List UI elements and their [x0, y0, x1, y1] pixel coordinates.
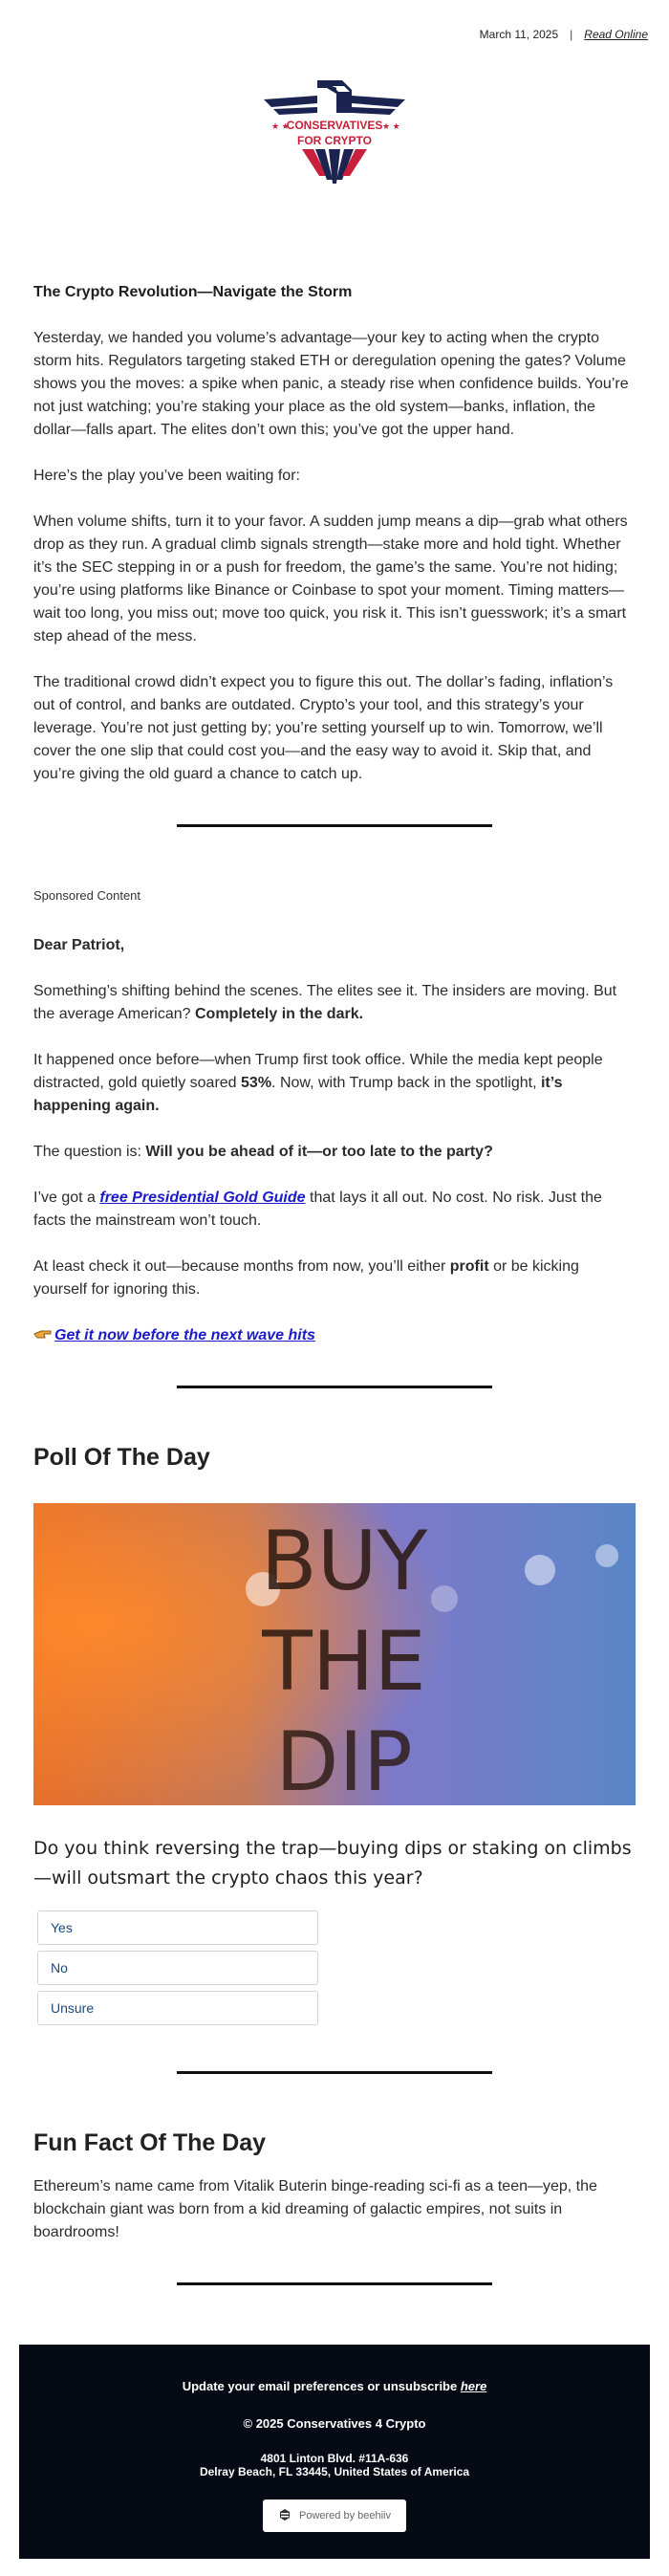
logo-line1: CONSERVATIVES	[286, 119, 383, 132]
address-line-1: 4801 Linton Blvd. #11A-636	[260, 2452, 409, 2465]
section-divider	[177, 1386, 492, 1388]
intro-paragraph-4: The traditional crowd didn’t expect you to figure this out. The dollar’s fading, inflation’s out of control, and banks are outdated. Crypto’s your tool, and this strategy’s your leverage. You’re not just getting by; you’re setting yourself up to win. Tomorrow, we’ll cover the one slip that could cost you—and the easy way to avoid it. Skip that, and you’re giving the old guard a chance to catch up.	[33, 674, 614, 782]
image-text-buy: BUY	[260, 1514, 428, 1609]
greeting: Dear Patriot,	[33, 937, 125, 953]
poll-option-no[interactable]: No	[37, 1951, 318, 1985]
poll-option-unsure[interactable]: Unsure	[37, 1991, 318, 2025]
image-text-the: THE	[262, 1614, 426, 1710]
read-online-link[interactable]: Read Online	[584, 28, 648, 41]
svg-text:★ ★: ★ ★	[382, 121, 400, 131]
pointing-hand-icon	[33, 1324, 54, 1347]
logo-line2: FOR CRYPTO	[296, 134, 373, 147]
sponsored-section	[0, 884, 669, 1347]
copyright: © 2025 Conservatives 4 Crypto	[243, 2416, 426, 2431]
intro-paragraph-3: When volume shifts, turn it to your favor. A sudden jump means a dip—grab what others drop as they run. A gradual climb signals strength—stake more and hold tight. Whether it’s the SEC stepping in or a push for freedom, the game’s the same. You’re not hiding; you’re using platforms like Binance or Coinbase to spot your moment. Timing matters—wait too long, you miss out; move too quick, you risk it. This isn’t guesswork; it’s a smart step ahead of the mess.	[33, 513, 628, 644]
section-divider	[177, 2282, 492, 2285]
intro-paragraph-2: Here’s the play you’ve been waiting for:	[33, 468, 300, 484]
address	[19, 2452, 650, 2478]
poll-options	[0, 1910, 669, 2025]
issue-date: March 11, 2025	[479, 28, 559, 41]
funfact-text: Ethereum’s name came from Vitalik Buterin binge-reading sci-fi as a teen—yep, the blockchain giant was born from a kid dreaming of galactic empires, not suits in boardrooms!	[33, 2178, 597, 2240]
powered-by-beehiiv-badge[interactable]	[263, 2500, 406, 2532]
sponsored-paragraph-1: Something’s shifting behind the scenes. The elites see it. The insiders are moving. But the average American? Completely in the dark.	[33, 983, 617, 1022]
cta-row	[33, 1324, 636, 1347]
intro-title: The Crypto Revolution—Navigate the Storm	[33, 284, 353, 300]
get-it-now-link[interactable]: Get it now before the next wave hits	[54, 1327, 315, 1343]
sponsored-paragraph-5: At least check it out—because months from now, you’ll either profit or be kicking yourself for ignoring this.	[33, 1258, 579, 1298]
image-text-dip: DIP	[275, 1714, 413, 1805]
intro-section	[0, 281, 669, 786]
footer	[19, 2345, 650, 2559]
brand-logo	[0, 42, 669, 207]
sponsored-paragraph-2: It happened once before—when Trump first took office. While the media kept people distracted, gold quietly soared 53%. Now, with Trump back in the spotlight, it’s happening again.	[33, 1052, 603, 1114]
sponsored-paragraph-4: I’ve got a free Presidential Gold Guide that lays it all out. No cost. No risk. Just the facts the mainstream won’t touch.	[33, 1190, 602, 1229]
sponsored-paragraph-3: The question is: Will you be ahead of it—or too late to the party?	[33, 1144, 493, 1160]
poll-heading-wrap	[0, 1446, 669, 1469]
svg-text:★ ★: ★ ★	[271, 121, 290, 131]
address-line-2: Delray Beach, FL 33445, United States of America	[199, 2465, 470, 2478]
header-separator: |	[570, 28, 573, 41]
header-bar	[0, 0, 669, 42]
intro-paragraph-1: Yesterday, we handed you volume’s advantage—your key to acting when the crypto storm hits. Regulators targeting staked ETH or deregulation opening the gates? Volume shows you the moves: a spike when panic, a steady rise when confidence builds. You’re not just watching; you’re staking your place as the old system—banks, inflation, the dollar—falls apart. The elites don’t own this; you’ve got the upper hand.	[33, 330, 629, 438]
preferences-line: Update your email preferences or unsubscribe here	[182, 2379, 487, 2393]
beehiiv-icon	[278, 2509, 291, 2523]
poll-option-yes[interactable]: Yes	[37, 1910, 318, 1945]
powered-label: Powered by beehiiv	[298, 2510, 391, 2521]
gold-guide-link[interactable]: free Presidential Gold Guide	[99, 1190, 306, 1206]
eagle-logo-icon	[258, 75, 411, 186]
poll-heading: Poll Of The Day	[33, 1444, 210, 1471]
section-divider	[177, 824, 492, 827]
unsubscribe-link[interactable]: here	[460, 2379, 487, 2393]
poll-question: Do you think reversing the trap—buying dips or staking on climbs—will outsmart the crypto chaos this year?	[33, 1838, 632, 1888]
section-divider	[177, 2071, 492, 2074]
buy-the-dip-image	[33, 1503, 636, 1805]
sponsored-label: Sponsored Content	[33, 888, 141, 903]
funfact-section	[0, 2131, 669, 2244]
funfact-heading: Fun Fact Of The Day	[33, 2129, 267, 2156]
